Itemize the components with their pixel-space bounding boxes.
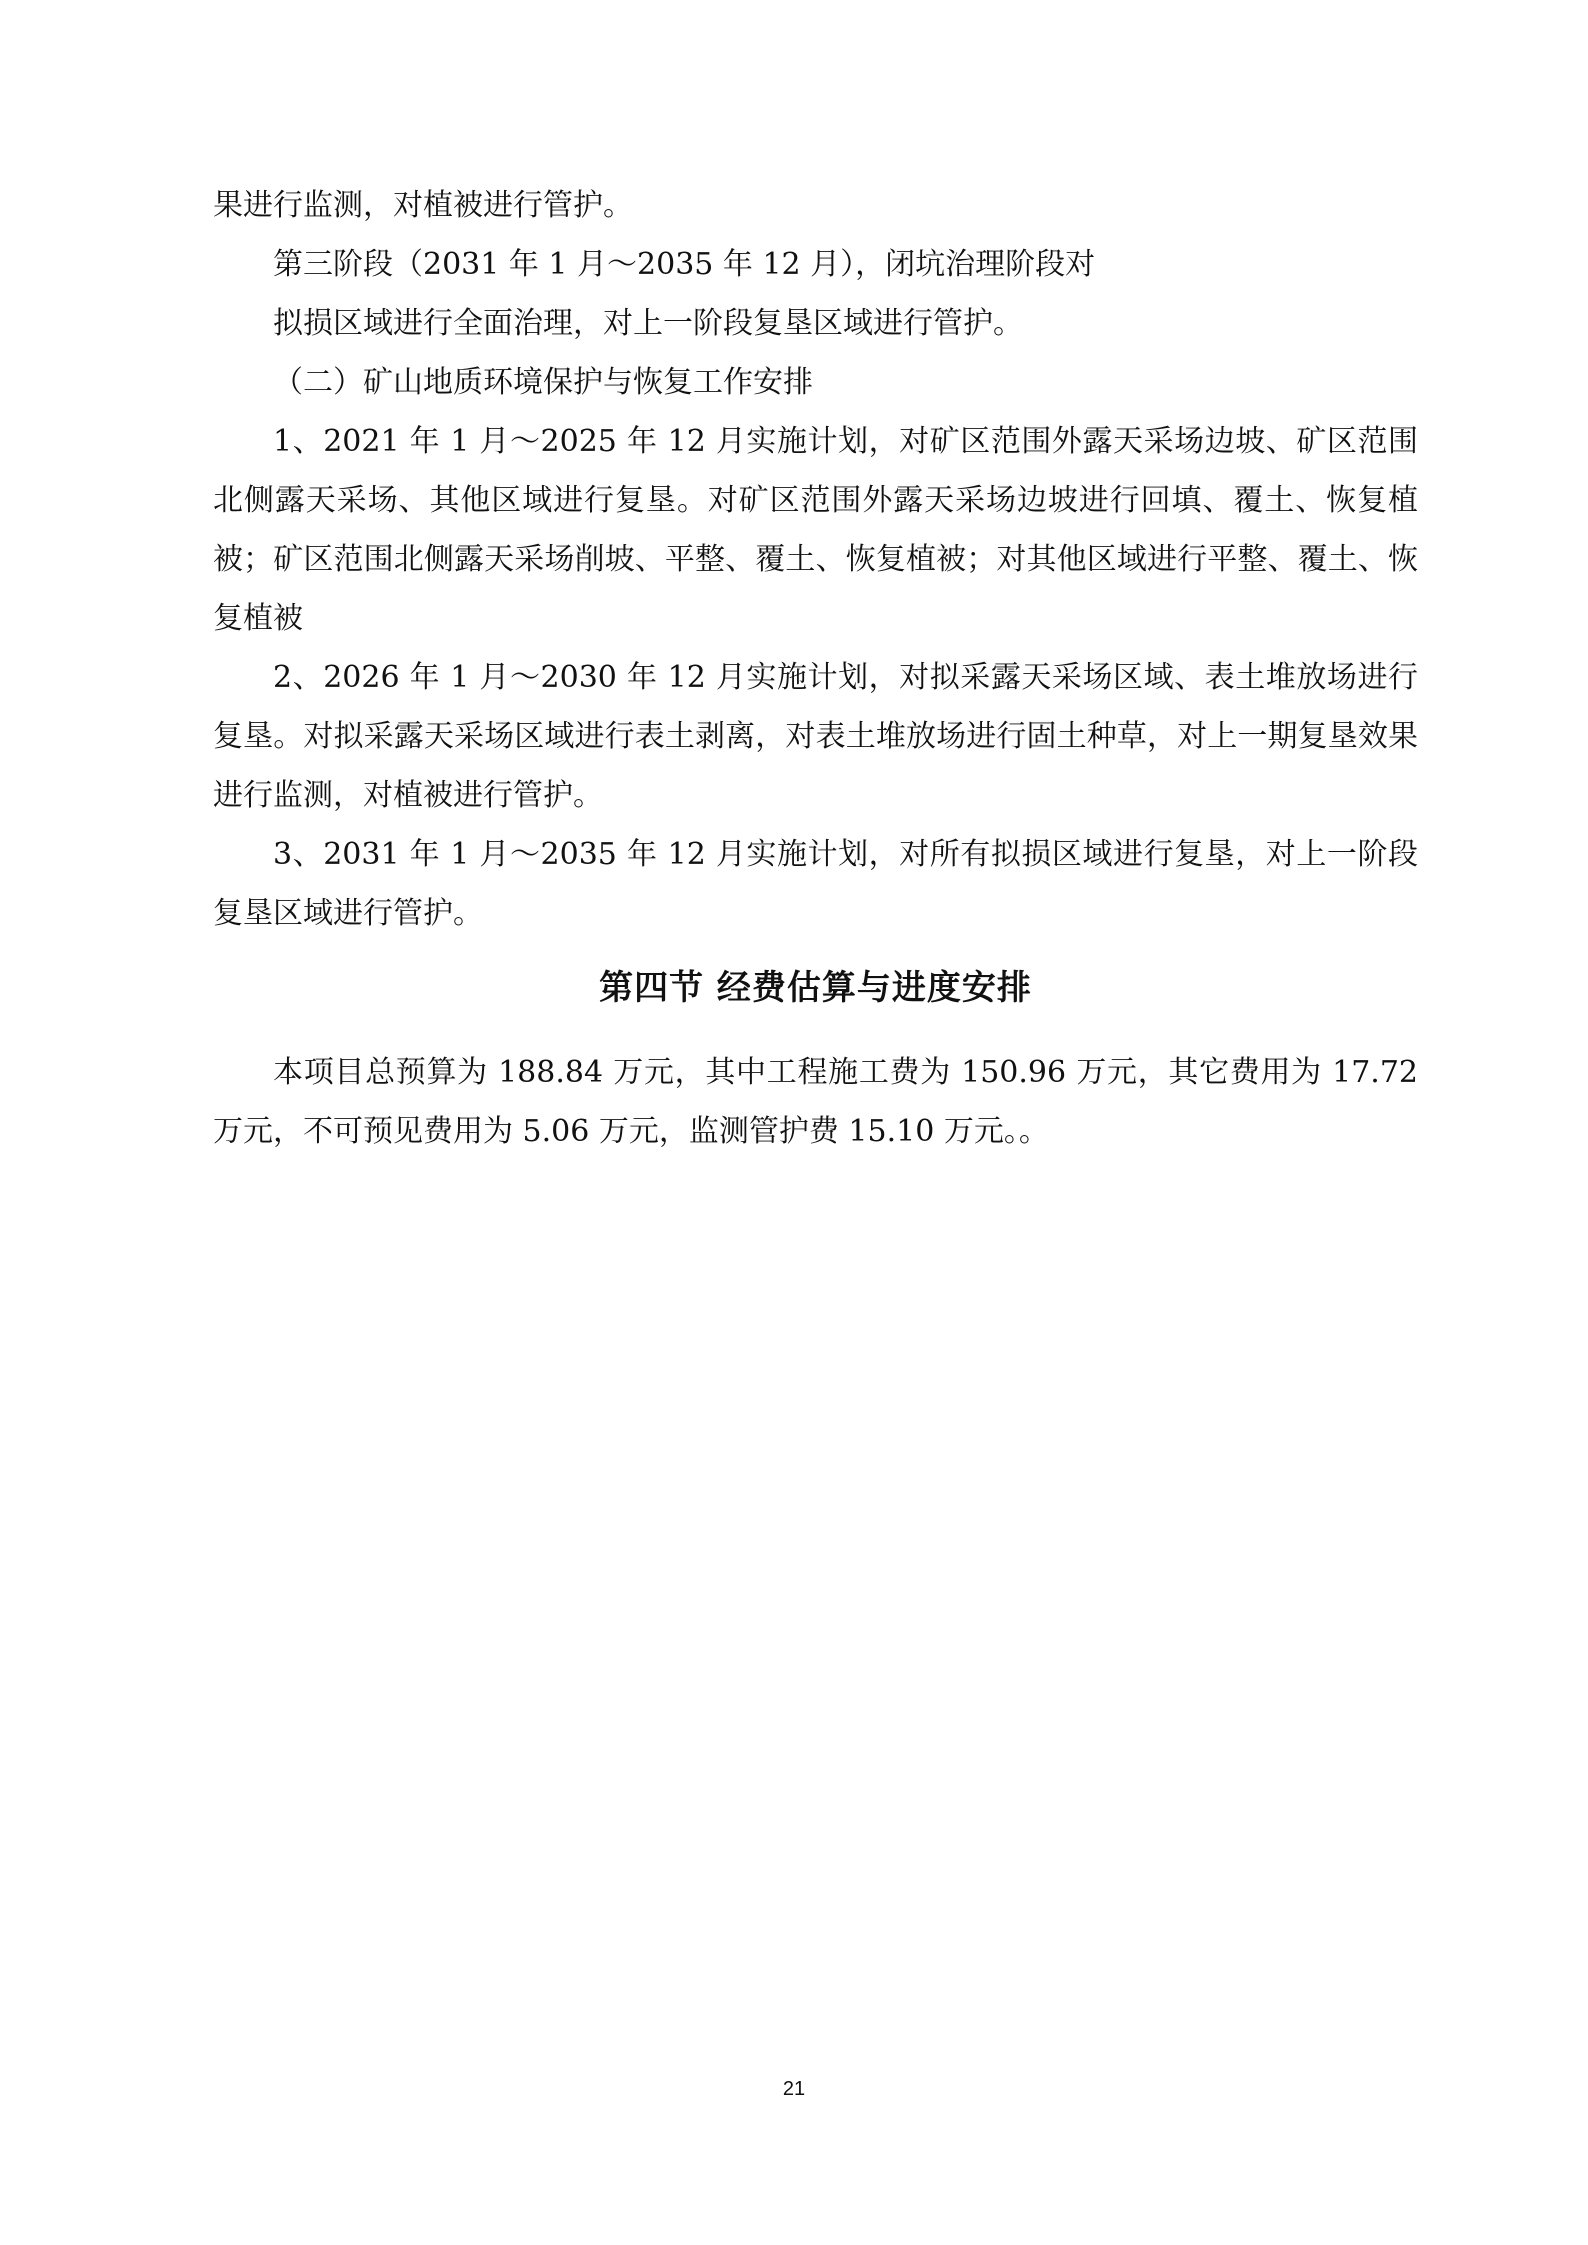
paragraph-plan-2026-2030: 2、2026 年 1 月～2030 年 12 月实施计划，对拟采露天采场区域、表土堆放场进行复垦。对拟采露天采场区域进行表土剥离，对表土堆放场进行固土种草，对上一期复垦效果进行监测，对植被进行管护。 <box>213 660 1418 813</box>
paragraph-continuation: 果进行监测，对植被进行管护。 <box>213 188 633 223</box>
paragraph-plan-2021-2025: 1、2021 年 1 月～2025 年 12 月实施计划，对矿区范围外露天采场边坡、矿区范围北侧露天采场、其他区域进行复垦。对矿区范围外露天采场边坡进行回填、覆土、恢复植被；矿区范围北侧露天采场削坡、平整、覆土、恢复植被；对其他区域进行平整、覆土、恢复植被 <box>213 424 1418 636</box>
subheading-work-arrangement: （二）矿山地质环境保护与恢复工作安排 <box>273 365 813 400</box>
paragraph-budget: 本项目总预算为 188.84 万元，其中工程施工费为 150.96 万元，其它费用为 17.72 万元，不可预见费用为 5.06 万元，监测管护费 15.10 万元。。 <box>213 1055 1418 1149</box>
section-heading: 第四节 经费估算与进度安排 <box>599 968 1032 1008</box>
page-number: 21 <box>782 2078 806 2100</box>
document-body <box>213 176 1418 1161</box>
paragraph-third-stage: 第三阶段（2031 年 1 月～2035 年 12 月），闭坑治理阶段对 <box>273 247 1096 282</box>
paragraph-third-stage-detail: 拟损区域进行全面治理，对上一阶段复垦区域进行管护。 <box>273 306 1023 341</box>
paragraph-plan-2031-2035: 3、2031 年 1 月～2035 年 12 月实施计划，对所有拟损区域进行复垦，对上一阶段复垦区域进行管护。 <box>213 837 1418 931</box>
